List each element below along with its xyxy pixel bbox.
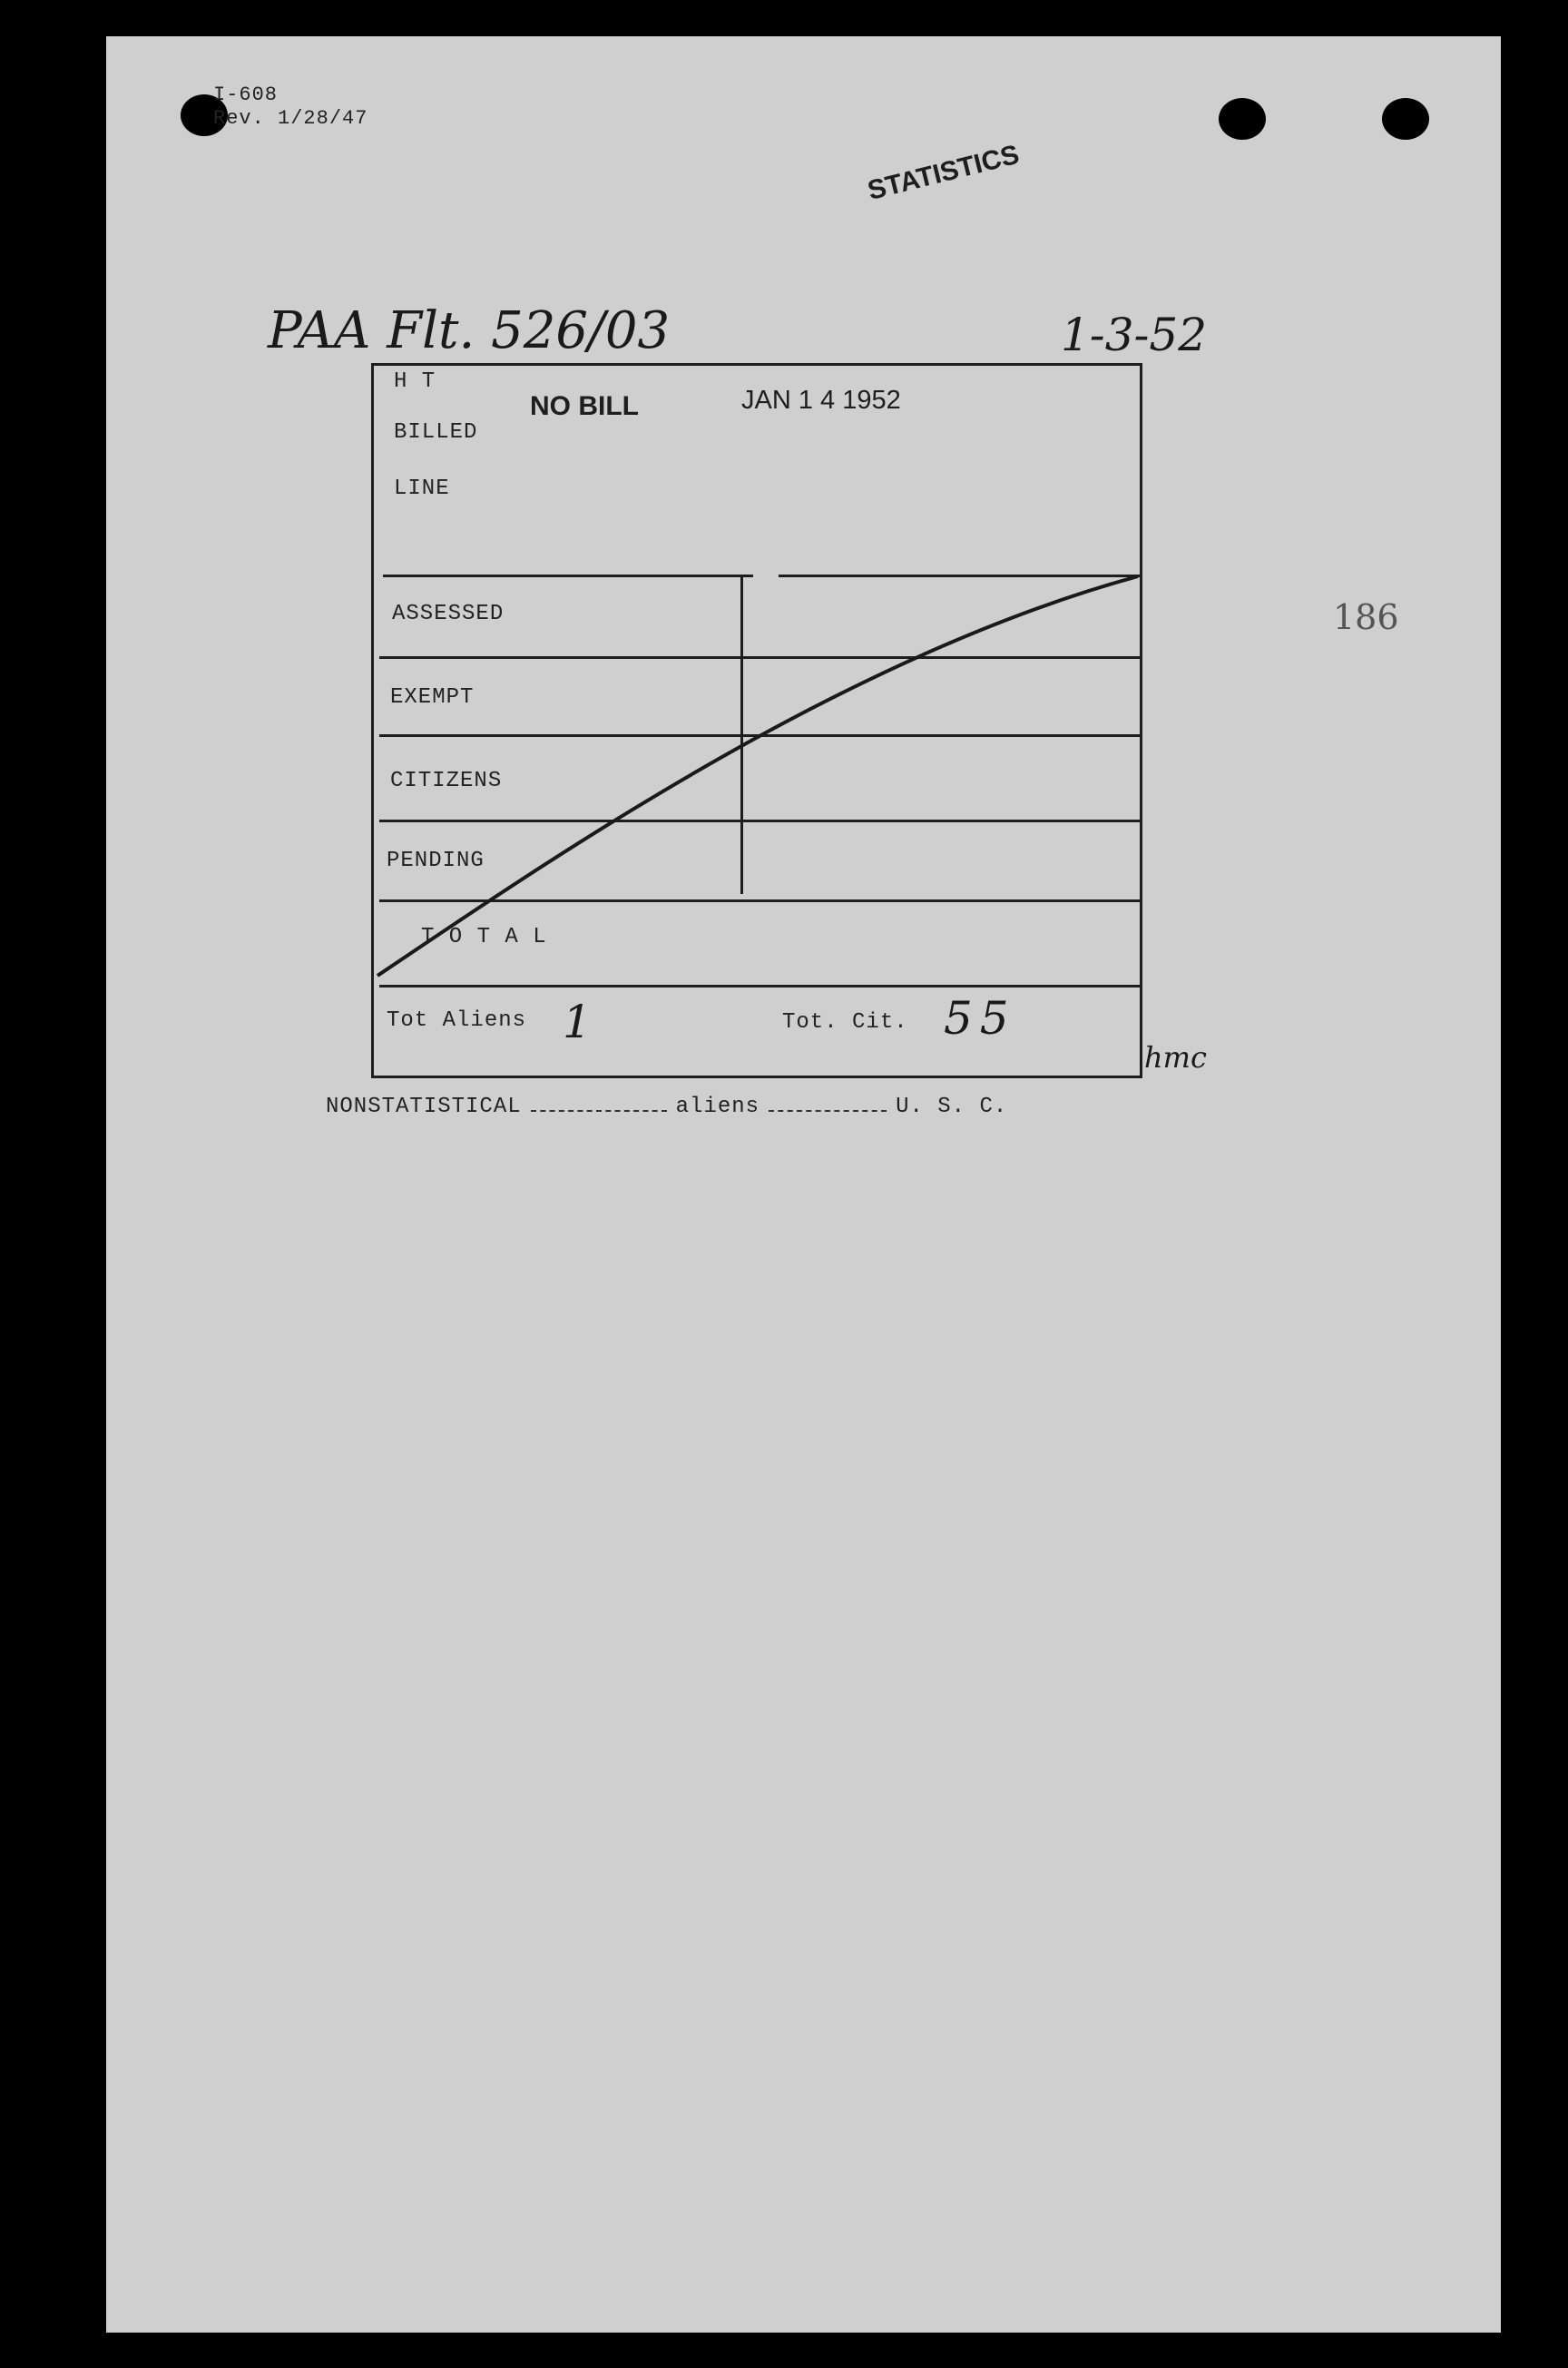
date-stamp: JAN 1 4 1952 bbox=[741, 386, 901, 415]
form-ref-line2: Rev. 1/28/47 bbox=[213, 107, 368, 130]
nonstatistical-line bbox=[326, 1095, 1007, 1119]
row-pending: PENDING bbox=[387, 849, 485, 873]
handwritten-date: 1-3-52 bbox=[1061, 309, 1208, 361]
form-ref-line1: I-608 bbox=[213, 84, 279, 106]
aliens-blank bbox=[531, 1110, 667, 1112]
tot-cit-value: 55 bbox=[944, 992, 1016, 1045]
label-line: LINE bbox=[394, 477, 450, 501]
tally-form bbox=[371, 363, 1142, 1078]
tot-aliens-label: Tot Aliens bbox=[387, 1008, 527, 1033]
label-billed: BILLED bbox=[394, 420, 478, 445]
no-bill-stamp: NO BILL bbox=[530, 391, 639, 421]
row-assessed: ASSESSED bbox=[392, 602, 505, 626]
handwritten-flight: PAA Flt. 526/03 bbox=[268, 301, 671, 360]
cancel-stroke bbox=[374, 366, 1145, 1081]
punch-hole bbox=[1382, 98, 1429, 140]
row-exempt: EXEMPT bbox=[390, 685, 475, 710]
document-page bbox=[106, 36, 1501, 2333]
row-citizens: CITIZENS bbox=[390, 769, 503, 793]
usc-label: U. S. C. bbox=[896, 1095, 1008, 1119]
aliens-label: aliens bbox=[675, 1095, 760, 1119]
row-total: T O T A L bbox=[421, 925, 547, 949]
label-ht: H T bbox=[394, 369, 436, 394]
statistics-stamp: STATISTICS bbox=[865, 139, 1023, 207]
nonstatistical-label: NONSTATISTICAL bbox=[326, 1095, 522, 1119]
tot-aliens-value: 1 bbox=[563, 996, 592, 1048]
initials: hmc bbox=[1144, 1040, 1207, 1075]
tot-cit-label: Tot. Cit. bbox=[782, 1010, 908, 1035]
usc-blank bbox=[769, 1110, 887, 1112]
page-number: 186 bbox=[1333, 597, 1399, 637]
punch-hole bbox=[1219, 98, 1266, 140]
